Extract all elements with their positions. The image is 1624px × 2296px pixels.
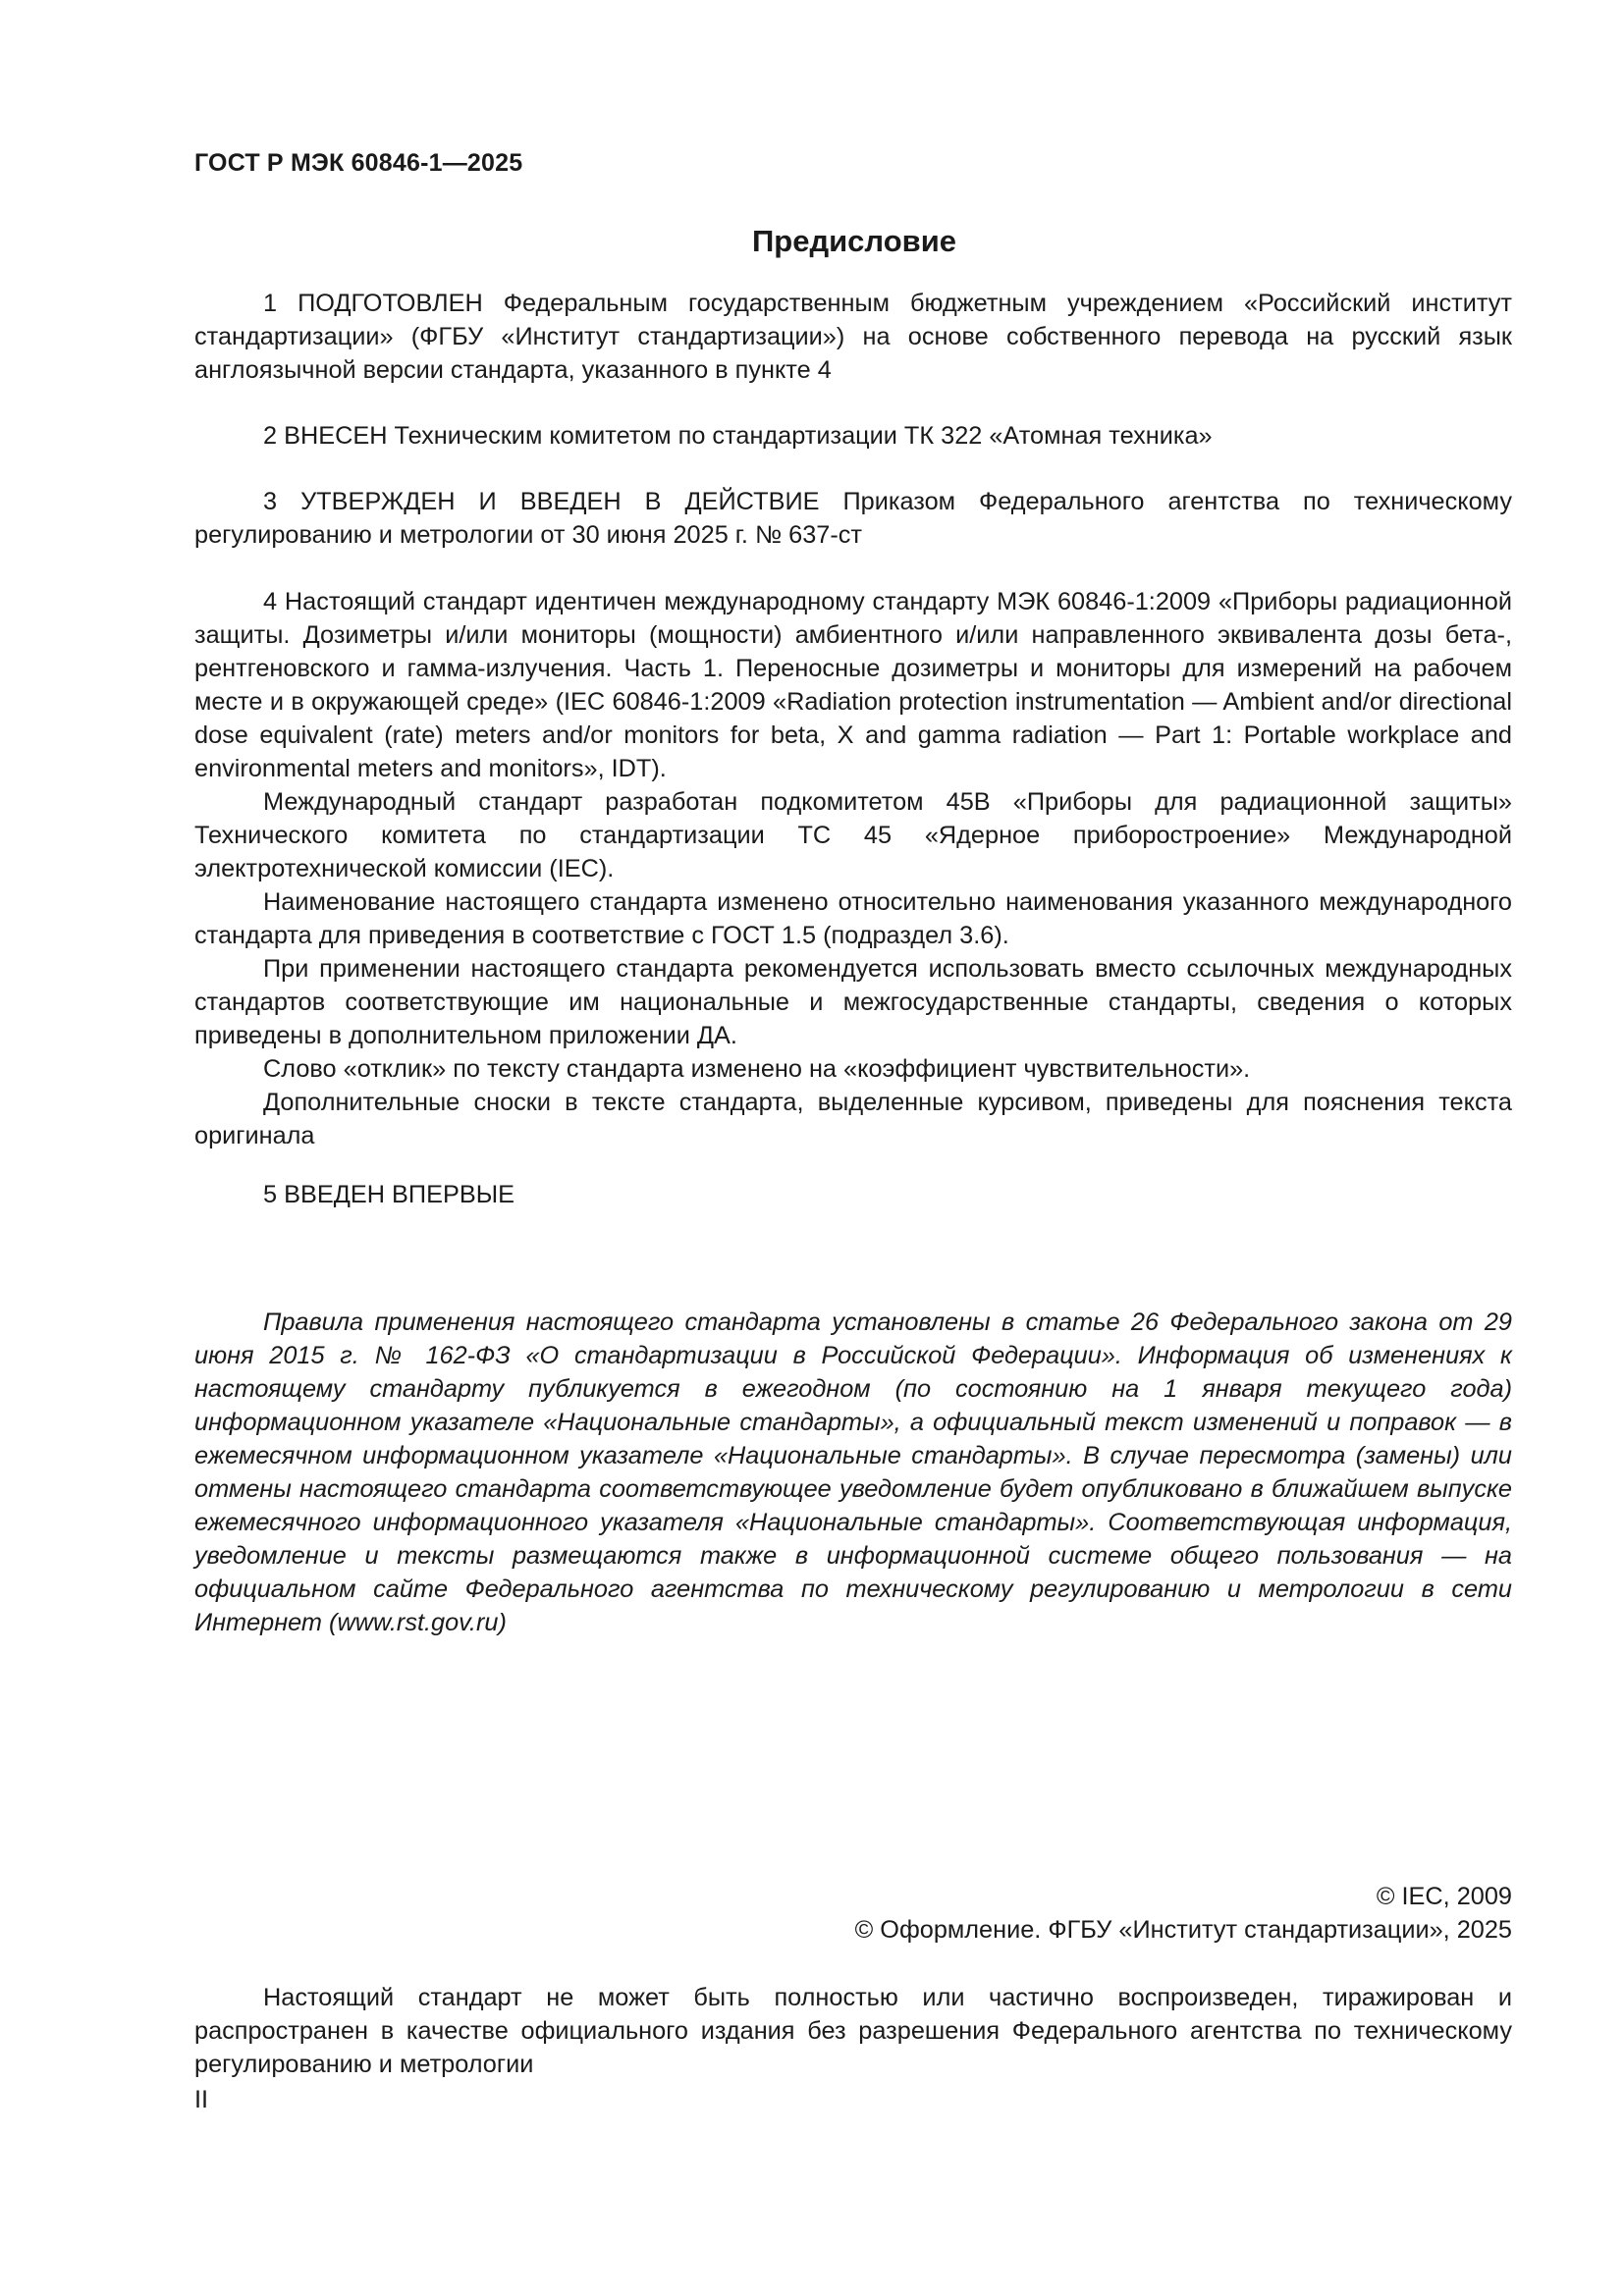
- paragraph: При применении настоящего стандарта рекомендуется использовать вместо ссылочных международных стандартов соответствующие им национальные и межгосударственные стандарты, сведения о которых приведены в дополнительном приложении ДА.: [194, 955, 1512, 1049]
- paragraph: 2 ВНЕСЕН Техническим комитетом по стандартизации ТК 322 «Атомная техника»: [263, 422, 1213, 450]
- foreword-item-4: [194, 585, 1512, 1152]
- paragraph: Наименование настоящего стандарта изменено относительно наименования указанного международного стандарта для приведения в соответствие с ГОСТ 1.5 (подраздел 3.6).: [194, 888, 1512, 949]
- paragraph: Дополнительные сноски в тексте стандарта, выделенные курсивом, приведены для пояснения текста оригинала: [194, 1089, 1512, 1149]
- reproduction-notice: [194, 1981, 1512, 2081]
- foreword-item-5: [194, 1178, 1512, 1211]
- paragraph: 4 Настоящий стандарт идентичен международному стандарту МЭК 60846-1:2009 «Приборы радиационной защиты. Дозиметры и/или мониторы (мощности) амбиентного и/или направленного эквивалента дозы бета-, рентгеновского и гамма-излучения. Часть 1. Переносные дозиметры и мониторы для измерений на рабочем месте и в окружающей среде» (IEC 60846-1:2009 «Radiation protection instrumentation — Ambient and/or directional dose equivalent (rate) meters and/or monitors for beta, X and gamma radiation — Part 1: Portable workplace and environmental meters and monitors», IDT).: [194, 588, 1512, 782]
- copyright-design: © Оформление. ФГБУ «Институт стандартизации», 2025: [854, 1916, 1512, 1944]
- foreword-item-3: [194, 485, 1512, 552]
- copyright-block: [855, 1880, 1512, 1947]
- foreword-item-1: [194, 287, 1512, 387]
- paragraph: Настоящий стандарт не может быть полностью или частично воспроизведен, тиражирован и распространен в качестве официального издания без разрешения Федерального агентства по техническому регулированию и метрологии: [194, 1984, 1512, 2078]
- rules-notice: [194, 1306, 1512, 1639]
- paragraph: 3 УТВЕРЖДЕН И ВВЕДЕН В ДЕЙСТВИЕ Приказом Федерального агентства по техническому регулированию и метрологии от 30 июня 2025 г. № 637-ст: [194, 488, 1512, 549]
- page-title: Предисловие: [751, 224, 956, 258]
- paragraph: 5 ВВЕДЕН ВПЕРВЫЕ: [263, 1181, 514, 1208]
- document-code: ГОСТ Р МЭК 60846-1—2025: [194, 149, 523, 177]
- paragraph: Слово «отклик» по тексту стандарта изменено на «коэффициент чувствительности».: [263, 1055, 1251, 1083]
- paragraph: Международный стандарт разработан подкомитетом 45B «Приборы для радиационной защиты» Технического комитета по стандартизации TC 45 «Ядерное приборостроение» Международной электротехнической комиссии (IEC).: [194, 788, 1512, 882]
- page-number: II: [194, 2086, 209, 2113]
- paragraph: Правила применения настоящего стандарта установлены в статье 26 Федерального закона от 29 июня 2015 г. № 162-ФЗ «О стандартизации в Российской Федерации». Информация об изменениях к настоящему стандарту публикуется в ежегодном (по состоянию на 1 января текущего года) информационном указателе «Национальные стандарты», а официальный текст изменений и поправок — в ежемесячном информационном указателе «Национальные стандарты». В случае пересмотра (замены) или отмены настоящего стандарта соответствующее уведомление будет опубликовано в ближайшем выпуске ежемесячного информационного указателя «Национальные стандарты». Соответствующая информация, уведомление и тексты размещаются также в информационной системе общего пользования — на официальном сайте Федерального агентства по техническому регулированию и метрологии в сети Интернет (www.rst.gov.ru): [194, 1308, 1512, 1636]
- copyright-iec: © IEC, 2009: [1376, 1883, 1512, 1910]
- paragraph: 1 ПОДГОТОВЛЕН Федеральным государственным бюджетным учреждением «Российский институт стандартизации» (ФГБУ «Институт стандартизации») на основе собственного перевода на русский язык англоязычной версии стандарта, указанного в пункте 4: [194, 290, 1512, 384]
- foreword-item-2: [194, 419, 1512, 453]
